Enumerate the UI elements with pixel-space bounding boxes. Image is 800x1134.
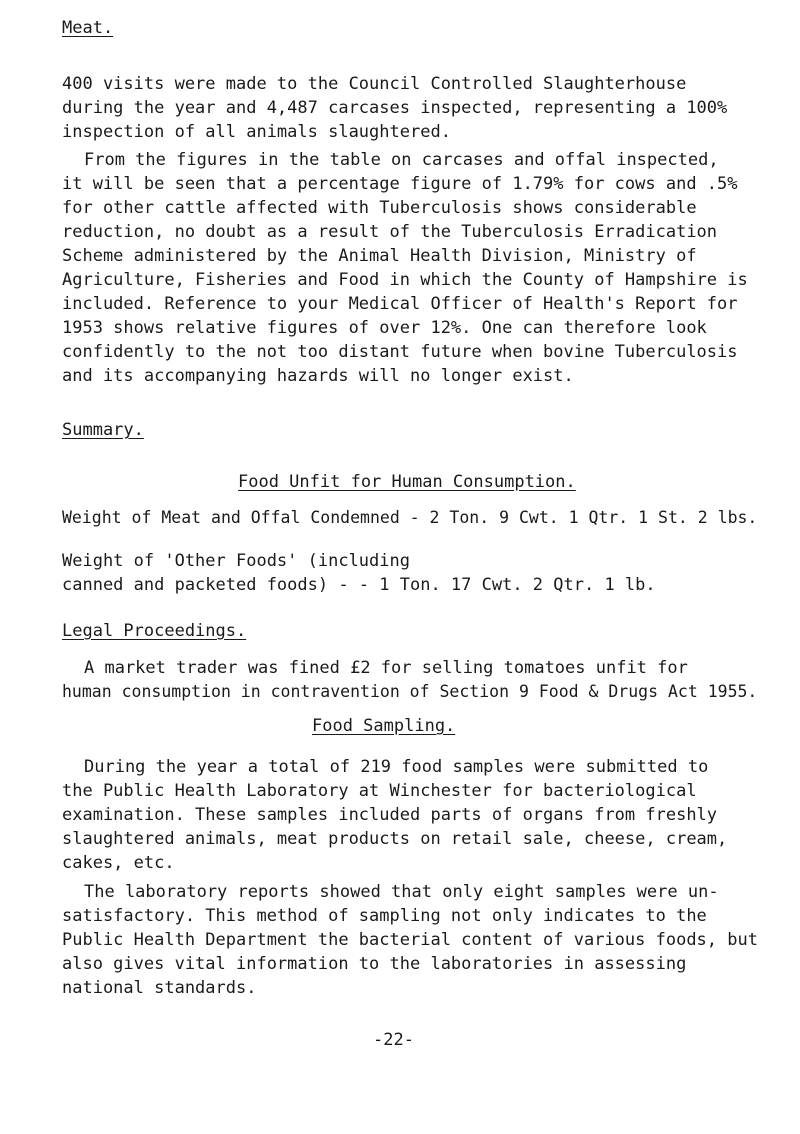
heading-food-sampling: Food Sampling.	[312, 716, 456, 736]
paragraph-line: and its accompanying hazards will no longer exist.	[62, 366, 574, 386]
weight-other-foods-line2: canned and packeted foods) - - 1 Ton. 17 Cwt. 2 Qtr. 1 lb.	[62, 575, 656, 595]
paragraph-line: A market trader was fined £2 for selling tomatoes unfit for	[84, 658, 688, 678]
paragraph-line: The laboratory reports showed that only eight samples were un-	[84, 882, 719, 902]
paragraph-line: cakes, etc.	[62, 853, 175, 873]
weight-other-foods-line1: Weight of 'Other Foods' (including	[62, 551, 410, 571]
heading-food-unfit: Food Unfit for Human Consumption.	[238, 472, 576, 492]
paragraph-line: the Public Health Laboratory at Winchester for bacteriological	[62, 781, 697, 801]
paragraph-line: Public Health Department the bacterial content of various foods, but	[62, 930, 758, 950]
paragraph-line: Agriculture, Fisheries and Food in which the County of Hampshire is	[62, 270, 748, 290]
weight-meat-offal: Weight of Meat and Offal Condemned - 2 Ton. 9 Cwt. 1 Qtr. 1 St. 2 lbs.	[62, 508, 758, 527]
paragraph-line: During the year a total of 219 food samples were submitted to	[84, 757, 709, 777]
paragraph-line: for other cattle affected with Tuberculosis shows considerable	[62, 198, 697, 218]
paragraph-line: during the year and 4,487 carcases inspected, representing a 100%	[62, 98, 728, 118]
paragraph-line: national standards.	[62, 978, 257, 998]
paragraph-line: inspection of all animals slaughtered.	[62, 122, 451, 142]
paragraph-line: it will be seen that a percentage figure of 1.79% for cows and .5%	[62, 174, 738, 194]
paragraph-line: reduction, no doubt as a result of the Tuberculosis Erradication	[62, 222, 718, 242]
paragraph-line: examination. These samples included parts of organs from freshly	[62, 805, 718, 825]
paragraph-line: slaughtered animals, meat products on retail sale, cheese, cream,	[62, 829, 728, 849]
paragraph-line: satisfactory. This method of sampling not only indicates to the	[62, 906, 707, 926]
paragraph-line: 400 visits were made to the Council Controlled Slaughterhouse	[62, 74, 687, 94]
paragraph-line: From the figures in the table on carcases and offal inspected,	[84, 150, 719, 170]
heading-summary: Summary.	[62, 420, 144, 440]
paragraph-line: Scheme administered by the Animal Health Division, Ministry of	[62, 246, 697, 266]
paragraph-line: also gives vital information to the laboratories in assessing	[62, 954, 687, 974]
paragraph-line: 1953 shows relative figures of over 12%. One can therefore look	[62, 318, 707, 338]
page-number: -22-	[373, 1030, 414, 1050]
paragraph-line: confidently to the not too distant future when bovine Tuberculosis	[62, 342, 738, 362]
paragraph-line: human consumption in contravention of Section 9 Food & Drugs Act 1955.	[62, 682, 758, 701]
paragraph-line: included. Reference to your Medical Officer of Health's Report for	[62, 294, 738, 314]
heading-legal-proceedings: Legal Proceedings.	[62, 621, 247, 641]
heading-meat: Meat.	[62, 18, 114, 38]
